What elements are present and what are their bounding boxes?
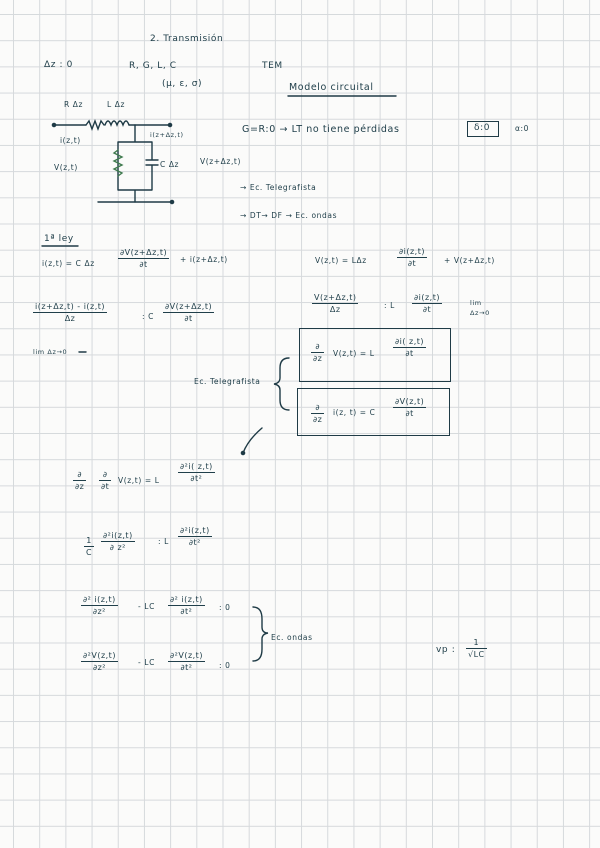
diff1-lim: lim Δz→0 — [33, 348, 68, 356]
ley-lhs: i(z,t) = C Δz — [42, 259, 95, 268]
deriv-a — [73, 470, 86, 491]
wave1-frac2 — [168, 595, 205, 616]
telegrafista-label: Ec. Telegrafista — [194, 377, 261, 386]
vp-num: 1 — [466, 638, 487, 649]
law2-den: ∂t — [407, 259, 417, 268]
diff1-den: Δz — [64, 314, 76, 323]
deriv-b-num: ∂ — [99, 470, 111, 481]
wave1-end: : 0 — [219, 603, 231, 612]
ondas-note: → DT→ DF → Ec. ondas — [240, 211, 338, 220]
deriv2-num2: ∂²i(z,t) — [180, 526, 210, 535]
diff2-lim: lim — [470, 299, 482, 307]
law2-fraction — [397, 247, 427, 268]
i-zdz-label: i(z+Δz,t) — [150, 131, 184, 139]
wave2-frac — [81, 651, 118, 672]
deriv2-den: ∂ z² — [109, 543, 126, 552]
alpha-zero: α:0 — [515, 124, 530, 133]
page-title: 2. Transmisión — [150, 34, 224, 44]
ley-den: ∂t — [139, 260, 148, 269]
deriv2-frac2 — [178, 526, 212, 547]
diff1-fraction — [33, 302, 107, 323]
teleg-eq2-d — [311, 403, 324, 424]
ondas-label: Ec. ondas — [271, 633, 313, 642]
delta-box — [467, 121, 499, 137]
wave2-den: ∂z² — [92, 663, 106, 672]
law2-lhs: V(z,t) = LΔz — [315, 256, 367, 265]
wave1-frac — [81, 595, 118, 616]
deriv-b-den: ∂t — [101, 482, 110, 491]
deriv2-one: 1 — [84, 536, 94, 547]
deriv2-den2: ∂t² — [188, 538, 201, 547]
lossless-note: G=R:0 → LT no tiene pérdidas — [242, 124, 400, 135]
teleg-eq1-mid: V(z,t) = L — [333, 349, 375, 358]
teleg-eq2-frac — [393, 397, 426, 418]
teleg-eq1-d-den: ∂z — [313, 354, 323, 363]
wave2-end: : 0 — [219, 661, 231, 670]
diff2-den: Δz — [329, 305, 341, 314]
l-dz-label: L Δz — [107, 100, 126, 109]
ley-num: ∂V(z+Δz,t) — [120, 248, 168, 257]
v-zt-label: V(z,t) — [54, 163, 78, 172]
deriv-frac — [178, 462, 215, 483]
deriv2-one-over-c — [84, 536, 94, 557]
deriv-a-den: ∂z — [75, 482, 85, 491]
deriv-mid: V(z,t) = L — [118, 476, 160, 485]
wave2-mid: - LC — [138, 658, 155, 667]
wave1-num: ∂² i(z,t) — [83, 595, 116, 604]
ley-rest: + i(z+Δz,t) — [180, 255, 228, 264]
wave2-frac2 — [168, 651, 205, 672]
v-zdz-label: V(z+Δz,t) — [200, 157, 241, 166]
wave2-num2: ∂²V(z,t) — [170, 651, 203, 660]
diff1-den2: ∂t — [184, 314, 193, 323]
tem-label: TEM — [262, 61, 283, 71]
deriv2-num: ∂²i(z,t) — [103, 531, 133, 540]
delta-zero: δ:0 — [474, 123, 491, 133]
vp-frac — [466, 638, 487, 659]
wave1-den2: ∂t² — [180, 607, 193, 616]
teleg-eq2-mid: i(z, t) = C — [333, 408, 376, 417]
diff2-fraction — [312, 293, 358, 314]
diff2-num: V(z+Δz,t) — [314, 293, 357, 302]
teleg-eq2-num: ∂V(z,t) — [395, 397, 425, 406]
material-params: (μ, ε, σ) — [162, 79, 203, 89]
diff1-fraction2 — [163, 302, 214, 323]
teleg-eq2-d-num: ∂ — [311, 403, 324, 414]
ley-title: 1ª ley — [44, 234, 74, 244]
ley-fraction — [118, 248, 169, 269]
deriv-a-num: ∂ — [73, 470, 86, 481]
diff1-num: i(z+Δz,t) - i(z,t) — [35, 302, 106, 311]
c-dz-label: C Δz — [160, 160, 180, 169]
teleg-eq1-frac — [393, 337, 426, 358]
i-zt-label: i(z,t) — [60, 136, 81, 145]
vp-den: √LC — [468, 650, 485, 659]
deriv-num: ∂²i( z,t) — [180, 462, 213, 471]
line-params: R, G, L, C — [129, 61, 177, 71]
vp-label: vp : — [436, 645, 456, 655]
modelo-circuital: Modelo circuital — [289, 82, 374, 93]
teleg-eq1-d — [311, 342, 324, 363]
teleg-eq2-den: ∂t — [405, 409, 414, 418]
deriv2-mid: : L — [158, 537, 169, 546]
deriv-b — [99, 470, 111, 491]
teleg-eq2-d-den: ∂z — [313, 415, 323, 424]
teleg-eq1-num: ∂i( z,t) — [395, 337, 425, 346]
wave1-mid: - LC — [138, 602, 155, 611]
telegrafista-note: → Ec. Telegrafista — [240, 183, 317, 192]
law2-num: ∂i(z,t) — [399, 247, 425, 256]
wave1-num2: ∂² i(z,t) — [170, 595, 203, 604]
deriv2-c: C — [86, 548, 93, 557]
deriv-den: ∂t² — [190, 474, 203, 483]
diff2-lim-sub: Δz→0 — [470, 309, 490, 317]
diff2-fraction2 — [412, 293, 442, 314]
diff1-num2: ∂V(z+Δz,t) — [165, 302, 213, 311]
diff2-den2: ∂t — [422, 305, 432, 314]
law2-rest: + V(z+Δz,t) — [444, 256, 495, 265]
wave2-num: ∂²V(z,t) — [83, 651, 116, 660]
r-dz-label: R Δz — [64, 100, 84, 109]
teleg-eq1-den: ∂t — [405, 349, 414, 358]
deriv2-frac — [101, 531, 135, 552]
dz-zero: Δz : 0 — [44, 60, 73, 70]
diff1-eq: : C — [142, 312, 154, 321]
teleg-eq1-d-num: ∂ — [311, 342, 324, 353]
diff2-eq: : L — [384, 301, 395, 310]
diff2-num2: ∂i(z,t) — [414, 293, 440, 302]
wave2-den2: ∂t² — [180, 663, 193, 672]
wave1-den: ∂z² — [92, 607, 106, 616]
